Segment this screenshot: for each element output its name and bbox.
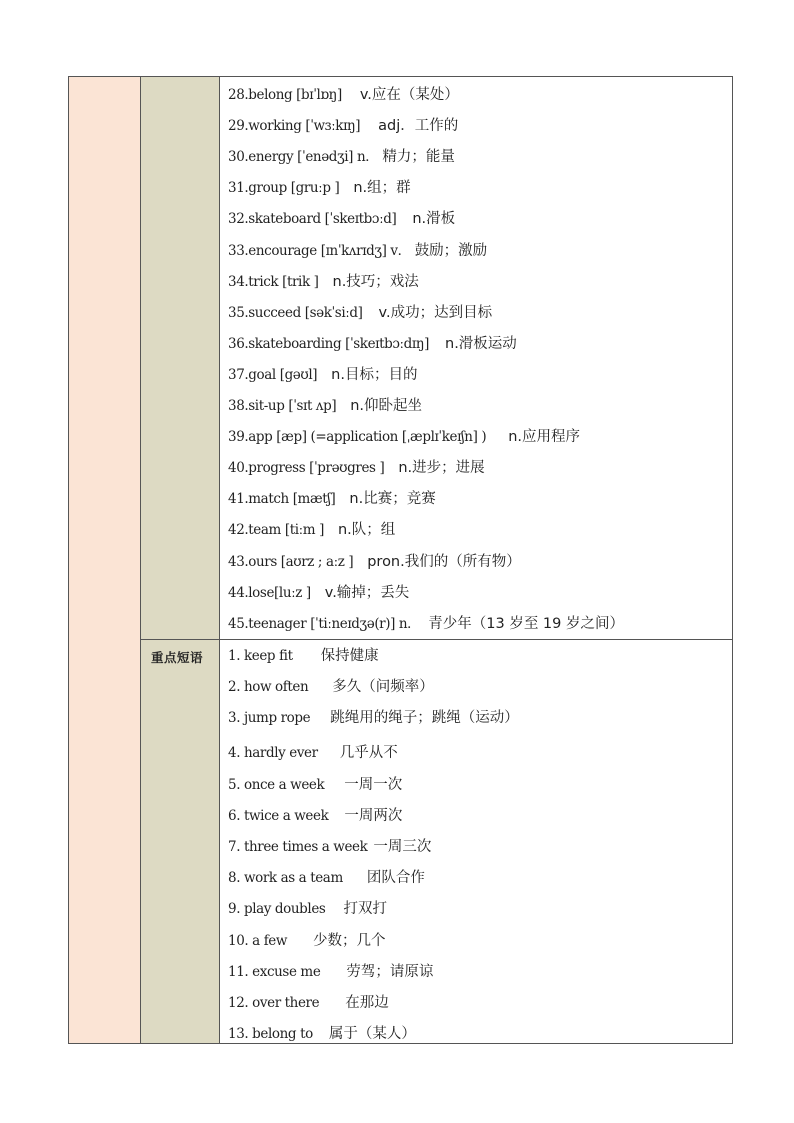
word-entry-chinese: n.比赛；竞赛	[349, 491, 436, 508]
word-entry-english: 40.progress [ˈprəʊgres ]	[228, 460, 385, 477]
phrase-entry	[228, 773, 402, 794]
word-entry-english: 36.skateboarding [ˈskeɪtbɔːdɪŋ]	[228, 335, 429, 352]
word-entry-chinese: n.目标；目的	[331, 366, 418, 383]
word-entry-chinese: n.进步；进展	[398, 460, 485, 477]
phrase-entry	[228, 741, 398, 762]
phrase-entry	[228, 929, 386, 950]
word-entry-chinese: 青少年（13 岁至 19 岁之间）	[428, 615, 624, 632]
phrase-entry-english: 8. work as a team	[228, 870, 343, 886]
word-entry-chinese: n.应用程序	[508, 429, 581, 446]
vocab-table	[68, 76, 733, 1044]
phrase-entry	[228, 960, 433, 981]
word-entry-english: 44.lose[luːz ]	[228, 584, 311, 601]
word-entry-english: 34.trick [trik ]	[228, 273, 319, 290]
word-entry	[228, 394, 422, 415]
word-entry	[228, 363, 417, 384]
word-entry-chinese: 鼓励；激励	[414, 242, 488, 259]
word-entry	[228, 332, 517, 353]
word-entry-english: 35.succeed [səkˈsiːd]	[228, 304, 363, 321]
phrase-entry-english: 2. how often	[228, 679, 309, 695]
word-entry	[228, 114, 458, 135]
phrase-entry-english: 4. hardly ever	[228, 745, 318, 761]
word-entry-english: 45.teenager [ˈtiːneɪdʒə(r)] n．	[228, 615, 421, 632]
word-entry-english: 42.team [tiːm ]	[228, 522, 324, 539]
phrase-entry	[228, 644, 379, 665]
phrase-entry	[228, 991, 389, 1012]
word-entry	[228, 145, 455, 166]
phrase-entry-english: 3. jump rope	[228, 710, 311, 726]
phrase-entry	[228, 835, 431, 856]
phrase-entry	[228, 897, 387, 918]
word-entry	[228, 581, 409, 602]
word-entry	[228, 425, 580, 446]
word-entry	[228, 487, 436, 508]
word-entry	[228, 612, 624, 633]
section-label: 重点短语	[151, 650, 204, 665]
phrase-entry-chinese: 跳绳用的绳子；跳绳（运动）	[330, 710, 519, 726]
phrase-entry-chinese: 多久（问频率）	[332, 679, 434, 695]
phrase-entry-english: 6. twice a week	[228, 808, 329, 824]
word-entry-chinese: n.仰卧起坐	[350, 398, 423, 414]
word-entry-english: 41.match [mætʃ]	[228, 491, 336, 508]
word-entry-english: 28.belong [bɪˈlɒŋ]	[228, 87, 342, 103]
word-entry	[228, 550, 521, 571]
word-entry	[228, 176, 411, 197]
phrase-entry-chinese: 劳驾；请原谅	[346, 964, 434, 980]
word-entry-english: 38.sit-up [ˈsɪt ʌp]	[228, 398, 337, 414]
word-entry-chinese: n.滑板	[412, 211, 456, 228]
phrase-entry	[228, 706, 519, 727]
word-entry-english: 43.ours [aʊrz ; aːz ]	[228, 553, 354, 570]
phrase-entry	[228, 866, 425, 887]
word-entry	[228, 518, 395, 539]
word-entry-chinese: n.技巧；戏法	[332, 273, 419, 290]
word-entry-english: 37.goal [gəʊl]	[228, 366, 318, 383]
phrase-entry-chinese: 打双打	[343, 901, 387, 917]
word-entry-chinese: n.滑板运动	[445, 335, 517, 352]
word-entry-chinese: adj．工作的	[378, 118, 459, 135]
word-entry-english: 39.app [æp] (=application [ˌæplɪˈkeɪʃn] )	[228, 429, 487, 446]
phrase-entry	[228, 1022, 416, 1043]
word-entry-chinese: n.队；组	[337, 522, 396, 539]
word-entry	[228, 239, 487, 260]
phrase-entry-english: 5. once a week	[228, 777, 325, 793]
word-entry	[228, 270, 419, 291]
phrase-entry-english: 10. a few	[228, 933, 288, 949]
word-entry-english: 29.working [ˈwɜːkɪŋ]	[228, 118, 361, 135]
word-entry-english: 31.group [gruːp ]	[228, 180, 340, 197]
phrase-entry-chinese: 几乎从不	[339, 745, 398, 761]
phrase-entry-chinese: 一周两次	[344, 808, 403, 824]
word-entry-chinese: pron.我们的（所有物）	[367, 553, 521, 570]
phrase-entry-chinese: 在那边	[345, 995, 389, 1011]
phrase-entry-chinese: 属于（某人）	[328, 1026, 416, 1042]
phrase-entry	[228, 675, 434, 696]
word-entry-chinese: 精力；能量	[382, 149, 455, 166]
words-label-cell	[141, 77, 220, 640]
word-entry	[228, 207, 455, 228]
phrase-entry-english: 1. keep fit	[228, 648, 293, 664]
left-color-column	[69, 77, 141, 1043]
phrase-list	[220, 640, 732, 1043]
word-entry-english: 32.skateboard [ˈskeɪtbɔːd]	[228, 211, 397, 228]
phrase-entry-chinese: 一周一次	[344, 777, 403, 793]
word-entry-english: 33.encourage [ɪnˈkʌrɪdʒ] v．	[228, 242, 411, 259]
word-entry-chinese: v.成功；达到目标	[378, 304, 493, 321]
phrase-entry-english: 12. over there	[228, 995, 320, 1011]
phrase-entry-chinese: 一周三次	[373, 839, 432, 855]
word-entry	[228, 83, 459, 104]
word-entry	[228, 456, 485, 477]
word-entry-chinese: v.应在（某处）	[359, 87, 459, 103]
phrase-entry-english: 9. play doubles	[228, 901, 326, 917]
phrase-entry-chinese: 团队合作	[366, 870, 425, 886]
word-entry-chinese: v.输掉；丢失	[324, 584, 410, 601]
phrase-entry-chinese: 少数；几个	[313, 933, 386, 949]
phrase-entry-english: 13. belong to	[228, 1026, 313, 1042]
word-list	[220, 77, 732, 640]
word-entry	[228, 301, 492, 322]
phrase-entry-english: 7. three times a week	[228, 839, 368, 855]
phrase-entry	[228, 804, 402, 825]
word-entry-chinese: n.组；群	[353, 180, 411, 197]
word-entry-english: 30.energy [ˈenədʒi] n．	[228, 149, 379, 166]
phrases-label-cell	[141, 640, 220, 1043]
phrase-entry-chinese: 保持健康	[320, 648, 379, 664]
phrase-entry-english: 11. excuse me	[228, 964, 321, 980]
